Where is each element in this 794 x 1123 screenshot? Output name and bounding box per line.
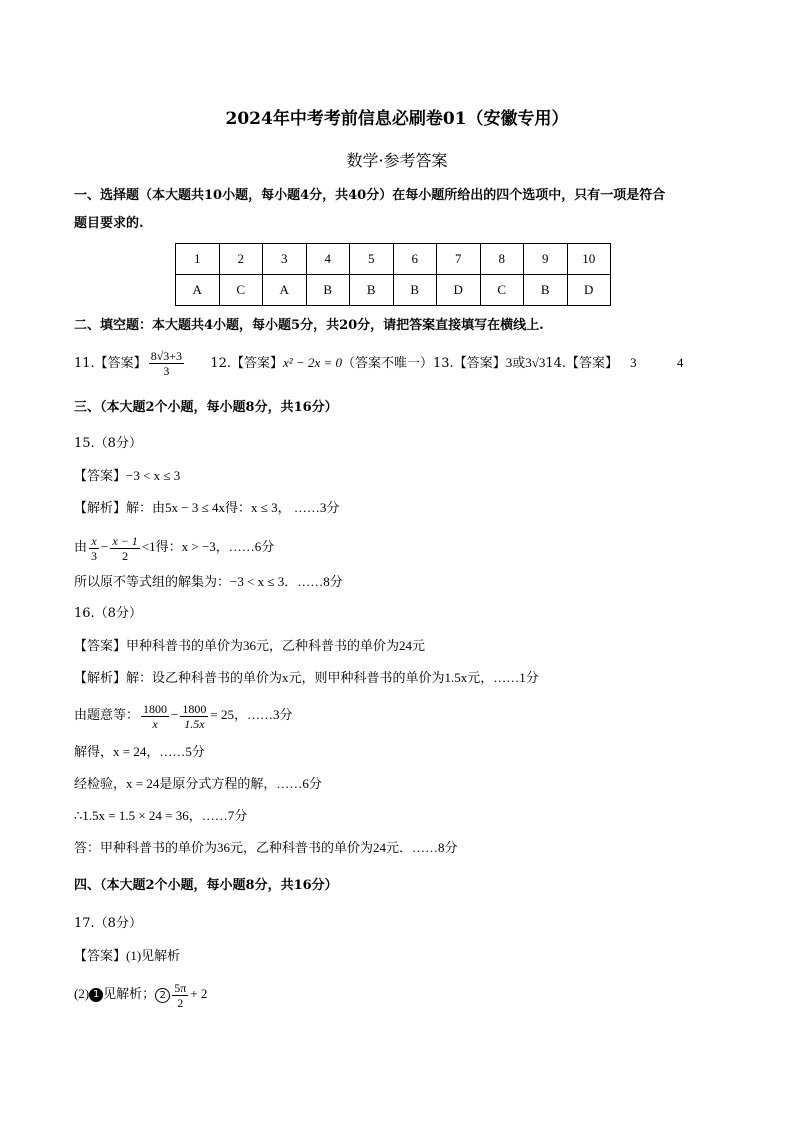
q16-step2-suffix: = 25，……3分 — [210, 707, 293, 722]
q16-step2-prefix: 由题意等： — [74, 707, 140, 722]
q15-answer: 【答案】−3 < x ≤ 3 — [74, 468, 181, 483]
q16-step3: 解得，x = 24，……5分 — [74, 744, 205, 759]
section1-heading — [74, 186, 734, 234]
answer-cell: C — [219, 275, 263, 306]
q17-fraction-den: 2 — [177, 995, 184, 1010]
q15-heading: 15.（8分） — [74, 436, 142, 451]
q11-denominator: 3 — [163, 364, 170, 378]
q17-part2-prefix: (2) — [74, 986, 90, 1001]
q12-expression: x² − 2x = 0 — [283, 355, 342, 370]
q16-step4: 经检验，x = 24是原分式方程的解，……6分 — [74, 776, 322, 791]
q16-heading: 16.（8分） — [74, 606, 142, 621]
section1-heading-line2: 题目要求的. — [74, 216, 144, 231]
q15-fraction2 — [110, 534, 139, 563]
q17-fraction — [172, 981, 188, 1010]
q16-answer: 【答案】甲种科普书的单价为36元，乙种科普书的单价为24元 — [74, 638, 426, 653]
question-number-cell: 2 — [219, 244, 263, 275]
q17-part2 — [74, 976, 207, 1012]
q16-step6: 答：甲种科普书的单价为36元，乙种科普书的单价为24元．……8分 — [74, 840, 458, 855]
fill-answers-line — [74, 346, 683, 381]
q15-fraction2-den: 2 — [122, 548, 129, 563]
q17-part2-mid: 见解析； — [103, 986, 156, 1001]
q15-fraction1 — [89, 534, 99, 563]
q15-fraction2-num: x − 1 — [112, 533, 138, 548]
q16-step5: ∴1.5x = 1.5 × 24 = 36，……7分 — [74, 808, 248, 823]
q15-step3: 所以原不等式组的解集为：−3 < x ≤ 3．……8分 — [74, 574, 343, 589]
q15-step2-prefix: 由 — [74, 539, 88, 554]
answer-cell: C — [480, 275, 524, 306]
question-number-cell: 1 — [176, 244, 220, 275]
question-number-cell: 4 — [306, 244, 350, 275]
q15-fraction1-den: 3 — [91, 548, 98, 563]
q11-numerator: 8√3+3 — [150, 349, 183, 363]
question-number-cell: 9 — [524, 244, 568, 275]
q16-fraction1 — [141, 702, 169, 731]
answer-cell: B — [393, 275, 437, 306]
answer-cell: D — [567, 275, 611, 306]
answer-cell: D — [437, 275, 481, 306]
q14-answer-b: 4 — [676, 355, 684, 370]
q11-fraction — [149, 349, 184, 378]
question-number-cell: 7 — [437, 244, 481, 275]
question-number-cell: 6 — [393, 244, 437, 275]
q16-fraction1-num: 1800 — [143, 701, 168, 716]
answer-cell: B — [524, 275, 568, 306]
q16-fraction2 — [180, 702, 208, 731]
answer-cell: B — [350, 275, 394, 306]
circled-one-icon: 1 — [89, 988, 103, 1002]
section1-heading-line1: 一、选择题（本大题共10小题，每小题4分，共40分）在每小题所给出的四个选项中，只有一项是符合 — [74, 188, 666, 203]
q15-fraction1-num: x — [89, 534, 99, 549]
q15-step2 — [74, 530, 274, 564]
q16-minus: − — [171, 707, 179, 722]
answer-cell: A — [176, 275, 220, 306]
question-number-cell: 10 — [567, 244, 611, 275]
section4-heading: 四、（本大题2个小题，每小题8分，共16分） — [74, 878, 338, 893]
q12-note: （答案不唯一） — [342, 356, 434, 371]
answer-cell: A — [263, 275, 307, 306]
answer-table-answers-row — [176, 275, 611, 306]
q16-step2 — [74, 698, 292, 732]
q14-answer-a: 3 — [630, 355, 637, 370]
q16-fraction2-den: 1.5x — [184, 716, 205, 731]
question-number-cell: 5 — [350, 244, 394, 275]
q17-part2-suffix: + 2 — [190, 986, 208, 1001]
answer-cell: B — [306, 275, 350, 306]
q16-step1: 【解析】解：设乙种科普书的单价为x元，则甲种科普书的单价为1.5x元，……1分 — [74, 670, 539, 685]
q17-heading: 17.（8分） — [74, 916, 142, 931]
question-number-cell: 3 — [263, 244, 307, 275]
page-title: 2024年中考考前信息必刷卷01（安徽专用） — [225, 109, 569, 129]
answer-table-numbers-row — [176, 244, 611, 275]
q17-fraction-num: 5π — [174, 980, 187, 995]
q14-label: 14.【答案】 — [545, 356, 619, 371]
section2-heading: 二、填空题：本大题共4小题，每小题5分，共20分，请把答案直接填写在横线上. — [74, 318, 544, 333]
q15-minus: − — [101, 539, 109, 554]
answer-table — [175, 243, 611, 306]
q11-label: 11.【答案】 — [74, 356, 147, 371]
q15-step1: 【解析】解：由5x − 3 ≤ 4x得：x ≤ 3， ……3分 — [74, 500, 340, 515]
section3-heading: 三、（本大题2个小题，每小题8分，共16分） — [74, 400, 338, 415]
question-number-cell: 8 — [480, 244, 524, 275]
q15-step2-suffix: <1得：x > −3，……6分 — [141, 539, 275, 554]
q17-answer: 【答案】(1)见解析 — [74, 948, 181, 963]
q12-label: 12.【答案】 — [210, 356, 284, 371]
circled-two-icon: 2 — [155, 988, 170, 1003]
q16-fraction2-num: 1800 — [182, 701, 207, 716]
q13-label: 13.【答案】 — [433, 356, 506, 371]
q13-expression: 3或3√3 — [505, 355, 546, 370]
page-subtitle: 数学·参考答案 — [346, 151, 448, 170]
q16-fraction1-den: x — [152, 716, 158, 731]
